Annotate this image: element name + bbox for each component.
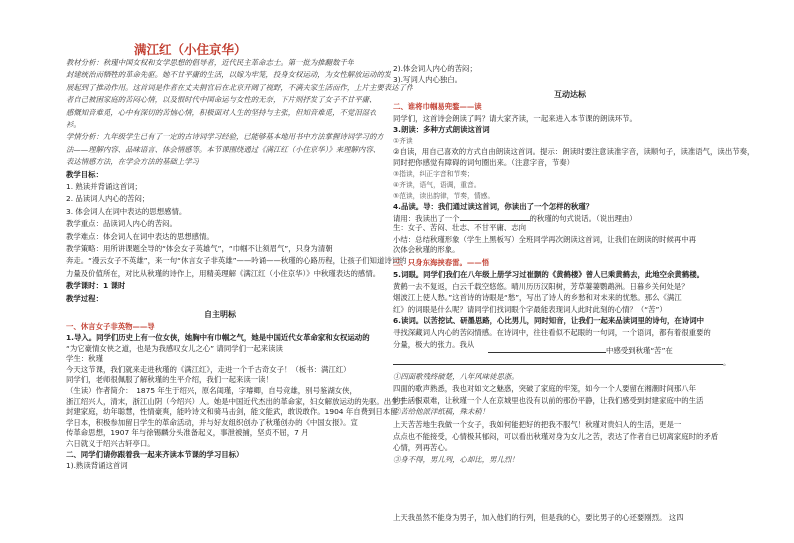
text-line: 四面的歌声熟悉，我也对如文之魅惑，突破了家庭的牢笼，如今一个人要留在湘潮时间那八年 (393, 384, 697, 393)
text-line: 1. 熟读并背诵这首词； (66, 182, 142, 191)
text-line: ②苦给他派洋纸稿，殊未稍！ (393, 407, 490, 416)
text-line: 的生活很艰难，让秋瑾一个人在京城里也没有以前的那份平静，让我们感受到封建家庭中的生活 (393, 395, 704, 405)
section-title-interactive: 互动达标 (554, 90, 586, 99)
poem-title: 满江红（小住京华） (134, 42, 247, 57)
text-line: 同学们，老师很佩服了解秋瑾的生平介绍，我们一起来读一读！ (66, 375, 273, 385)
text-line: 法——理解内容、品味语言、体会情感等。本节课围绕通过《满江红（小住京华）》来理解内容、 (66, 144, 381, 154)
quote-1: ①四面歌残终破楚，八年风味徒思浙。 (393, 372, 519, 381)
text-line: 传革命思想，1907 年与徐锡麟分头准备起义，事泄被捕，坚贞不屈，7 月 (66, 428, 309, 438)
goal-item-1: 1).熟读背诵这首词 (66, 461, 128, 470)
text-line: 力量及价值所在，对比从秋瑾的诗作上，用精美理解《满江红（小住京华）》中秋瑾表达的感情。 (66, 268, 381, 278)
section-title-self-goals: 自主明标 (204, 310, 236, 319)
text-line: 表达情感方法，在学会方法的基础上学习 (66, 157, 200, 167)
text-line: 6.读词。以苦挖试、研墨思路，心比男儿，同时知音，让我们一起来品读词里的诗句，在诗词中 (393, 316, 704, 326)
text-line: （生读）作者简介： 1875 年生于绍兴，原名闺瑾，字璿卿，自号竞雄，别号鉴湖女侠， (66, 386, 357, 395)
text-line: 封建统治而牺牲的革命先驱。她不甘平庸的生活，以嫁为牢笼，投身女权运动，为女性解放运动的发 (66, 70, 392, 80)
text-line: 六日就义于绍兴古轩亭口。 (66, 439, 155, 448)
text-line: 点点也不能接受，心情极其郁闷，可以看出秋瑾对身为女儿之苦，表达了作者自已切离家庭时的矛盾 (393, 431, 719, 441)
text-line: 3).写词人内心独白。 (393, 74, 463, 84)
text-line: “为它豪情女侠之道，也是为我感叹女儿之心” 请同学们一起来读读 (66, 343, 283, 353)
text-line: ④齐读，语气，语调，重音。 (393, 181, 481, 189)
text-line: 同学们，这首诗会朗读了吗？请大家齐读，一起来进入本节课的朗读环节。 (393, 114, 637, 123)
text-line: 黄鹤一去不复返，白云千载空悠悠。晴川历历汉阳树，芳草萋萋鹦鹉洲。日暮乡关何处是？ (393, 281, 689, 291)
text-line: 5.词眼。同学们我们在八年级上册学习过崔颢的《黄鹤楼》曾人已乘黄鹤去，此地空余黄鹤楼。 (393, 270, 704, 279)
text-line: 教学策略：用所讲课题全导的“体会女子英雄气”，“巾帼不让须眉气”，只身为清朝 (66, 244, 333, 253)
text-line: 今天这节课，我们就来走进秋瑾的《满江红》，走进一个千古奇女子！（板书：满江红） (66, 364, 351, 374)
text-line: ①齐读 (393, 137, 413, 145)
text-line: 教学目标： (66, 169, 103, 179)
text-line: 学情分析：九年级学生已有了一定的古诗词学习经验，已能够基本地用书中方法掌握诗词学习的方 (66, 132, 384, 142)
text-line: 者自己被困家庭的苦闷心情，以及恨时代中国命运与女性的无奈，下片则抒发了女子不甘平庸、 (66, 95, 377, 105)
text-line: 展起到了推动作用。这首词是作者在丈夫捐官后在北京开阔了视野，不满夫家生活而作，上片主要表达了作 (66, 82, 414, 92)
text-line: 分量，极大的张力。我从 (393, 339, 475, 349)
subheading-enlighten: 三、只身东海挟春雷。——悟 (393, 258, 490, 267)
blank-line (460, 212, 530, 221)
text-line: 教材分析：秋瑾中国女权和女学思想的倡导者，近代民主革命志士。第一批为推翻数千年 (66, 58, 355, 67)
text-line: 生：女子、苦闷、壮志、不甘平庸、志向 (393, 223, 527, 232)
text-line: 寻找深藏词人内心的苦闷情感。在诗词中，往往看似不起眼的一句词，一个语词，都有着很重要的 (393, 328, 711, 337)
text-line: 2).体会词人内心的苦闷； (393, 64, 477, 73)
text-line: 3. 体会词人在词中表达的思想感情。 (66, 206, 187, 216)
text-line: ③指读，纠正字音和节奏； (393, 170, 474, 178)
text-line: 奔走。“漫云女子不英雄”，来一句“休言女子非英雄”——吟诵——秋瑾的心路历程，让孩子们知道诗词的 (66, 256, 407, 266)
text-line: 2. 品读词人内心的苦闷； (66, 194, 150, 204)
text-line: 小结：总结秋瑾形象（学生上黑板写）全班同学再次朗读这首词，让我们在朗读的时候再中再 (393, 235, 697, 244)
subheading-guide: 一、休言女子非英物——导 (66, 322, 155, 331)
poem-fill-line-2: 。 (393, 356, 730, 368)
blank-line (393, 356, 723, 365)
text-line: 教学过程： (66, 293, 103, 303)
fill-in-sentence: 请用：我读出了一个 的秋瑾的句式说话。（说出理由） (393, 214, 637, 223)
text-line: 心情，列再苦心。 (393, 443, 453, 453)
poem-fill-line: 中感受到秋瑾“苦”在 (488, 344, 673, 356)
text-line: 学日本，积极参加留日学生的革命活动，并与好友组织创办了秋瑾创办的《中国女报》。宣 (66, 417, 358, 427)
text-line: 4.品读。导：我们通过读这首词，你读出了一个怎样的秋瑾？ (393, 202, 594, 211)
text-line: 次体会秋瑾的形象。 (393, 245, 460, 254)
text-line: 1.导入。同学们历史上有一位女侠，她胸中有巾帼之气，她是中国近代女革命家和女权运动的 (66, 333, 370, 342)
text-line: ③身不得，男儿列，心却比，男儿烈！ (393, 454, 519, 464)
final-line: 上天我虽然不能身为男子，加入他们的行列，但是我的心，要比男子的心还要刚烈。 这四 (393, 513, 684, 522)
text-line: 3.朗读：多种方式朗读这首词 (393, 125, 490, 134)
text-line: 教学重点：品读词人内心的苦闷。 (66, 219, 177, 229)
subheading-read: 二、谁将巾帼易兜鍪——读 (393, 102, 482, 111)
text-line: 教学难点：体会词人在词中表达的思想感情。 (66, 231, 214, 241)
text-line: ⑤范读，读出韵律，节奏，情感。 (393, 192, 495, 200)
blank-line (488, 344, 606, 353)
text-line: 浙江绍兴人，清末，浙江山阴（今绍兴）人。她是中国近代杰出的革命家，妇女解放运动的先驱。出生于一个 (66, 396, 421, 406)
text-line: ②自读，用自己喜欢的方式自由朗读这首词。提示：朗读时要注意读准字音，读顺句子，读准语气，读出节奏， (393, 147, 755, 156)
text-line: 同时把你感觉有障碍的词句圈出来。（注意字音，节奏） (393, 158, 575, 167)
text-line: 衫。 (66, 120, 81, 129)
subheading-goals: 二、同学们请你跟着我一起来齐读本节课的学习目标） (66, 450, 244, 459)
text-line: 上天苦苦地生我做一个女子，我如何能把好的把我不服气！秋瑾对贵妇人的生活，更是一 (393, 420, 682, 429)
text-line: 感慨知音难觅，心中有深切的苦恼心情，积极面对人生的坚持与主张，但知音难觅，不觉泪湿衣 (66, 107, 377, 117)
text-line: 教学课时：1 课时 (66, 281, 126, 291)
text-line: 红》的词眼是什么呢？请同学们找词眼个字最能表现词人此时此刻的心情？（“苦”） (393, 304, 667, 314)
text-line: 封建家庭，幼年聪慧，性情豪爽，能吟诗文和骑马击剑，能文能武，敢说敢作。1904 年自费到日本留 (66, 407, 398, 417)
text-line: 学生：秋瑾 (66, 354, 103, 364)
text-line: 烟波江上使人愁。”这首诗的诗眼是“愁”，写出了诗人的乡愁和对未来的忧愁。那么《满江 (393, 293, 682, 303)
